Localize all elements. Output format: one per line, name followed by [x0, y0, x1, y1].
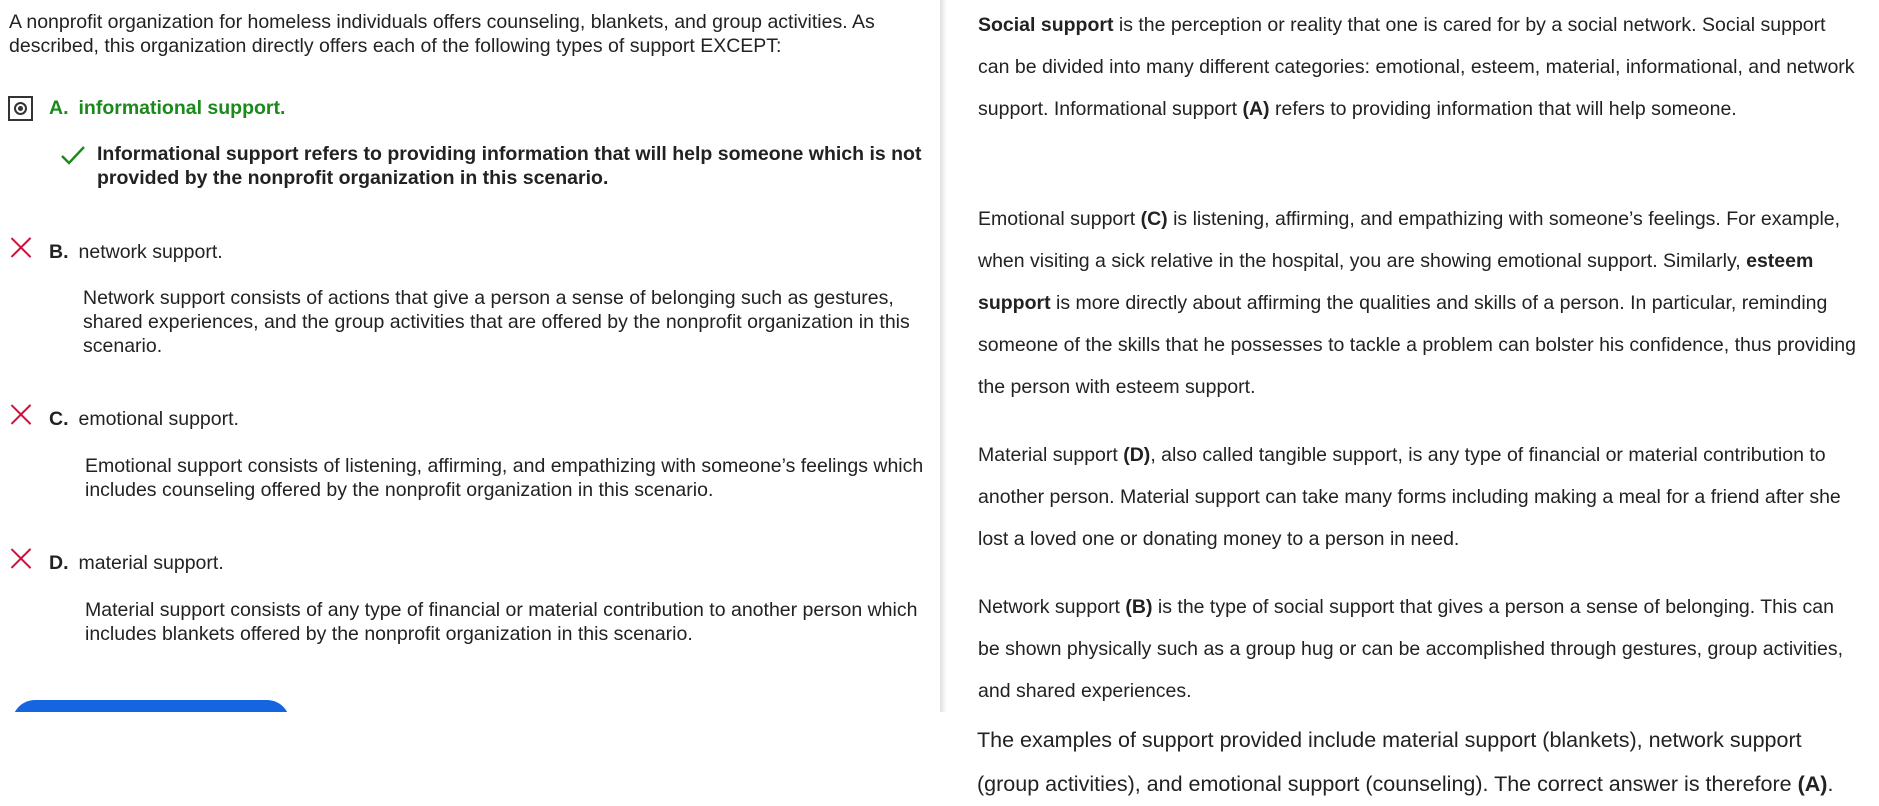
option-d[interactable] [8, 548, 224, 578]
incorrect-x-icon [8, 402, 34, 428]
option-b-explanation: Network support consists of actions that give a person a sense of belonging such as gestures, shared experiences, and the group activities that are offered by the nonprofit organization in this scenario. [83, 287, 910, 357]
continue-button[interactable] [12, 700, 290, 712]
explanation-paragraph-emotional: Emotional support (C) is listening, affirming, and empathizing with someone’s feelings. For example, when visiting a sick relative in the hospital, you are showing emotional support. Similarly, esteem support is more directly about affirming the qualities and skills of a person. In particular, reminding someone of the skills that he possesses to tackle a problem can bolster his confidence, thus providing the person with esteem support. [978, 208, 1856, 398]
checkmark-icon [60, 144, 86, 166]
option-a-explanation: Informational support refers to providing information that will help someone which is not provided by the nonprofit organization in this scenario. [97, 143, 922, 189]
option-c[interactable] [8, 404, 239, 434]
radio-selected-icon[interactable] [8, 96, 33, 121]
incorrect-x-icon [8, 235, 34, 261]
option-b[interactable] [8, 237, 223, 267]
option-letter: A. [49, 96, 69, 119]
option-text: informational support. [78, 96, 286, 119]
question-panel [0, 0, 940, 712]
option-text: emotional support. [78, 407, 239, 430]
explanation-paragraph-network: Network support (B) is the type of social support that gives a person a sense of belonging. This can be shown physically such as a group hug or can be accomplished through gestures, group activities, and shared experiences. [978, 596, 1843, 702]
incorrect-x-icon [8, 546, 34, 572]
option-d-explanation: Material support consists of any type of financial or material contribution to another person which includes blankets offered by the nonprofit organization in this scenario. [85, 599, 918, 645]
option-c-explanation: Emotional support consists of listening, affirming, and empathizing with someone’s feelings which includes counseling offered by the nonprofit organization in this scenario. [85, 455, 924, 501]
option-letter: B. [49, 240, 69, 263]
option-a[interactable] [8, 93, 285, 123]
explanation-paragraph-material: Material support (D), also called tangible support, is any type of financial or material contribution to another person. Material support can take many forms including making a meal for a friend after she lost a loved one or donating money to a person in need. [978, 444, 1841, 550]
panel-divider [940, 0, 947, 712]
option-text: network support. [78, 240, 223, 263]
option-text: material support. [78, 551, 224, 574]
explanation-summary: The examples of support provided include material support (blankets), network support (group activities), and emotional support (counseling). The correct answer is therefore (A). [977, 728, 1834, 796]
question-stem: A nonprofit organization for homeless individuals offers counseling, blankets, and group activities. As described, this organization directly offers each of the following types of support EXCEPT: [9, 11, 875, 57]
option-letter: C. [49, 407, 69, 430]
explanation-paragraph-social-support: Social support is the perception or reality that one is cared for by a social network. Social support can be divided into many different categories: emotional, esteem, material, informational, and network support. Informational support (A) refers to providing information that will help someone. [978, 14, 1855, 120]
option-letter: D. [49, 551, 69, 574]
